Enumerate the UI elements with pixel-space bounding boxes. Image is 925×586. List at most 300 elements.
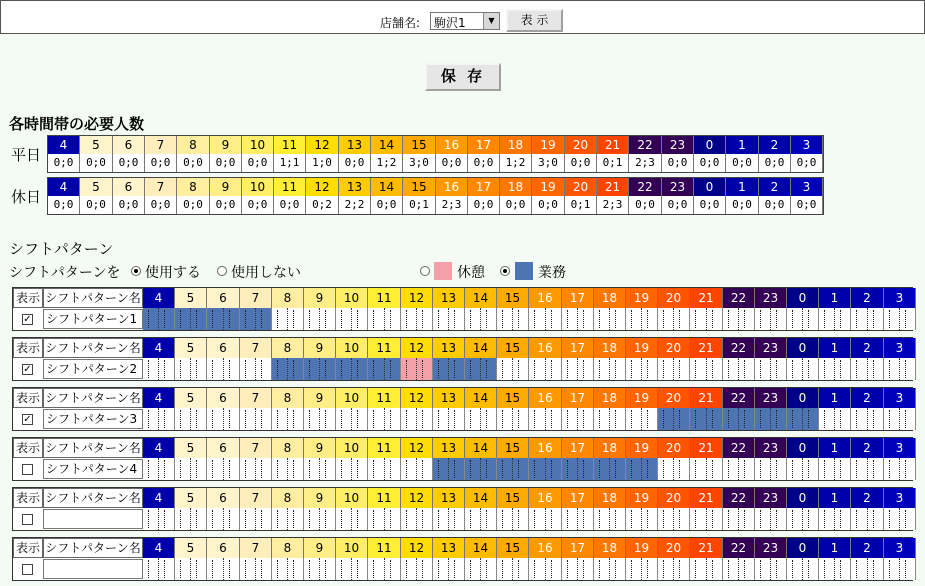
time-slot[interactable] xyxy=(449,558,465,580)
time-slot[interactable] xyxy=(481,358,497,380)
required-count-cell[interactable]: 0;0 xyxy=(629,196,662,214)
show-checkbox[interactable] xyxy=(22,564,33,575)
time-slot[interactable] xyxy=(191,458,207,480)
time-slot[interactable] xyxy=(723,308,739,330)
time-slot[interactable] xyxy=(513,408,529,430)
time-slot[interactable] xyxy=(143,508,159,530)
required-count-cell[interactable]: 0;0 xyxy=(274,196,306,214)
time-slot[interactable] xyxy=(562,358,578,380)
required-count-cell[interactable]: 0;0 xyxy=(48,196,80,214)
show-checkbox[interactable] xyxy=(22,514,33,525)
time-slot[interactable] xyxy=(658,458,674,480)
time-slot[interactable] xyxy=(868,408,884,430)
time-slot[interactable] xyxy=(385,408,401,430)
time-slot[interactable] xyxy=(449,508,465,530)
time-slot[interactable] xyxy=(594,458,610,480)
required-count-cell[interactable]: 0;0 xyxy=(371,196,403,214)
time-slot[interactable] xyxy=(159,358,175,380)
time-slot[interactable] xyxy=(739,508,755,530)
time-slot[interactable] xyxy=(787,358,803,380)
time-slot[interactable] xyxy=(787,308,803,330)
time-slot[interactable] xyxy=(851,558,868,580)
time-slot[interactable] xyxy=(562,508,578,530)
time-slot[interactable] xyxy=(578,358,594,380)
time-slot[interactable] xyxy=(143,408,159,430)
time-slot[interactable] xyxy=(835,308,851,330)
time-slot[interactable] xyxy=(497,508,513,530)
required-count-cell[interactable]: 3;0 xyxy=(403,154,436,172)
time-slot[interactable] xyxy=(851,308,868,330)
required-count-cell[interactable]: 2;3 xyxy=(597,196,629,214)
time-slot[interactable] xyxy=(433,358,449,380)
required-count-cell[interactable]: 0;0 xyxy=(177,154,210,172)
time-slot[interactable] xyxy=(707,458,723,480)
required-count-cell[interactable]: 0;0 xyxy=(662,154,694,172)
time-slot[interactable] xyxy=(610,558,626,580)
time-slot[interactable] xyxy=(304,558,320,580)
required-count-cell[interactable]: 0;2 xyxy=(306,196,339,214)
required-count-cell[interactable]: 1;0 xyxy=(306,154,339,172)
time-slot[interactable] xyxy=(707,358,723,380)
required-count-cell[interactable]: 0;0 xyxy=(694,154,726,172)
time-slot[interactable] xyxy=(159,458,175,480)
time-slot[interactable] xyxy=(417,308,433,330)
time-slot[interactable] xyxy=(497,408,513,430)
time-slot[interactable] xyxy=(819,508,835,530)
time-slot[interactable] xyxy=(401,508,417,530)
time-slot[interactable] xyxy=(175,458,191,480)
time-slot[interactable] xyxy=(240,558,256,580)
time-slot[interactable] xyxy=(674,358,690,380)
required-count-cell[interactable]: 0;1 xyxy=(565,196,597,214)
time-slot[interactable] xyxy=(417,508,433,530)
time-slot[interactable] xyxy=(433,508,449,530)
time-slot[interactable] xyxy=(465,358,481,380)
time-slot[interactable] xyxy=(401,558,417,580)
time-slot[interactable] xyxy=(288,508,304,530)
time-slot[interactable] xyxy=(417,458,433,480)
time-slot[interactable] xyxy=(320,358,336,380)
time-slot[interactable] xyxy=(256,508,272,530)
time-slot[interactable] xyxy=(368,358,385,380)
time-slot[interactable] xyxy=(610,358,626,380)
time-slot[interactable] xyxy=(868,358,884,380)
time-slot[interactable] xyxy=(529,508,546,530)
time-slot[interactable] xyxy=(336,458,352,480)
time-slot[interactable] xyxy=(191,408,207,430)
required-count-cell[interactable]: 0;0 xyxy=(210,196,242,214)
time-slot[interactable] xyxy=(352,358,368,380)
break-mode-radio[interactable] xyxy=(420,266,430,276)
time-slot[interactable] xyxy=(626,358,642,380)
time-slot[interactable] xyxy=(835,458,851,480)
time-slot[interactable] xyxy=(207,408,224,430)
time-slot[interactable] xyxy=(175,408,191,430)
time-slot[interactable] xyxy=(723,508,739,530)
required-count-cell[interactable]: 0;0 xyxy=(468,154,500,172)
time-slot[interactable] xyxy=(352,558,368,580)
time-slot[interactable] xyxy=(465,508,481,530)
time-slot[interactable] xyxy=(368,508,385,530)
time-slot[interactable] xyxy=(320,408,336,430)
time-slot[interactable] xyxy=(465,308,481,330)
time-slot[interactable] xyxy=(481,558,497,580)
time-slot[interactable] xyxy=(594,408,610,430)
time-slot[interactable] xyxy=(417,408,433,430)
time-slot[interactable] xyxy=(578,558,594,580)
time-slot[interactable] xyxy=(304,508,320,530)
time-slot[interactable] xyxy=(723,358,739,380)
time-slot[interactable] xyxy=(884,408,900,430)
time-slot[interactable] xyxy=(642,458,658,480)
required-count-cell[interactable]: 0;0 xyxy=(80,196,113,214)
time-slot[interactable] xyxy=(803,458,819,480)
time-slot[interactable] xyxy=(368,558,385,580)
required-count-cell[interactable]: 2;3 xyxy=(629,154,662,172)
time-slot[interactable] xyxy=(143,308,159,330)
time-slot[interactable] xyxy=(723,458,739,480)
time-slot[interactable] xyxy=(674,558,690,580)
required-count-cell[interactable]: 1;1 xyxy=(274,154,306,172)
time-slot[interactable] xyxy=(497,558,513,580)
time-slot[interactable] xyxy=(787,458,803,480)
required-count-cell[interactable]: 0;0 xyxy=(436,154,468,172)
time-slot[interactable] xyxy=(207,458,224,480)
show-checkbox[interactable]: ✓ xyxy=(23,414,32,425)
required-count-cell[interactable]: 0;0 xyxy=(113,154,145,172)
time-slot[interactable] xyxy=(401,408,417,430)
time-slot[interactable] xyxy=(224,308,240,330)
time-slot[interactable] xyxy=(207,308,224,330)
time-slot[interactable] xyxy=(175,308,191,330)
time-slot[interactable] xyxy=(658,408,674,430)
time-slot[interactable] xyxy=(256,308,272,330)
time-slot[interactable] xyxy=(884,558,900,580)
time-slot[interactable] xyxy=(401,358,417,380)
time-slot[interactable] xyxy=(626,558,642,580)
time-slot[interactable] xyxy=(546,508,562,530)
time-slot[interactable] xyxy=(288,358,304,380)
time-slot[interactable] xyxy=(642,508,658,530)
time-slot[interactable] xyxy=(497,308,513,330)
time-slot[interactable] xyxy=(304,308,320,330)
time-slot[interactable] xyxy=(755,408,771,430)
time-slot[interactable] xyxy=(642,408,658,430)
time-slot[interactable] xyxy=(787,558,803,580)
time-slot[interactable] xyxy=(240,458,256,480)
time-slot[interactable] xyxy=(562,308,578,330)
required-count-cell[interactable]: 0;0 xyxy=(791,196,823,214)
time-slot[interactable] xyxy=(320,508,336,530)
time-slot[interactable] xyxy=(207,508,224,530)
time-slot[interactable] xyxy=(529,358,546,380)
time-slot[interactable] xyxy=(755,558,771,580)
required-count-cell[interactable]: 0;0 xyxy=(242,196,274,214)
time-slot[interactable] xyxy=(191,308,207,330)
time-slot[interactable] xyxy=(787,508,803,530)
time-slot[interactable] xyxy=(288,458,304,480)
time-slot[interactable] xyxy=(868,308,884,330)
time-slot[interactable] xyxy=(739,558,755,580)
time-slot[interactable] xyxy=(819,308,835,330)
time-slot[interactable] xyxy=(529,408,546,430)
time-slot[interactable] xyxy=(175,508,191,530)
time-slot[interactable] xyxy=(884,308,900,330)
time-slot[interactable] xyxy=(336,308,352,330)
time-slot[interactable] xyxy=(658,308,674,330)
time-slot[interactable] xyxy=(658,558,674,580)
required-count-cell[interactable]: 0;0 xyxy=(113,196,145,214)
time-slot[interactable] xyxy=(739,458,755,480)
required-count-cell[interactable]: 0;0 xyxy=(759,196,791,214)
time-slot[interactable] xyxy=(336,358,352,380)
time-slot[interactable] xyxy=(835,408,851,430)
time-slot[interactable] xyxy=(546,308,562,330)
time-slot[interactable] xyxy=(562,408,578,430)
time-slot[interactable] xyxy=(191,358,207,380)
time-slot[interactable] xyxy=(868,458,884,480)
time-slot[interactable] xyxy=(240,358,256,380)
required-count-cell[interactable]: 0;0 xyxy=(468,196,500,214)
time-slot[interactable] xyxy=(159,558,175,580)
time-slot[interactable] xyxy=(304,358,320,380)
time-slot[interactable] xyxy=(674,308,690,330)
pattern-name-input[interactable] xyxy=(43,509,143,529)
time-slot[interactable] xyxy=(352,458,368,480)
time-slot[interactable] xyxy=(755,308,771,330)
pattern-name-input[interactable]: シフトパターン3 xyxy=(43,409,143,429)
required-count-cell[interactable]: 0;0 xyxy=(662,196,694,214)
time-slot[interactable] xyxy=(401,458,417,480)
time-slot[interactable] xyxy=(143,558,159,580)
time-slot[interactable] xyxy=(513,458,529,480)
time-slot[interactable] xyxy=(433,558,449,580)
time-slot[interactable] xyxy=(739,408,755,430)
time-slot[interactable] xyxy=(562,458,578,480)
required-count-cell[interactable]: 1;2 xyxy=(371,154,403,172)
save-button[interactable]: 保 存 xyxy=(425,63,501,91)
required-count-cell[interactable]: 0;0 xyxy=(791,154,823,172)
time-slot[interactable] xyxy=(771,508,787,530)
time-slot[interactable] xyxy=(465,408,481,430)
time-slot[interactable] xyxy=(690,558,707,580)
show-checkbox[interactable]: ✓ xyxy=(23,364,32,375)
time-slot[interactable] xyxy=(385,308,401,330)
time-slot[interactable] xyxy=(868,508,884,530)
time-slot[interactable] xyxy=(819,458,835,480)
time-slot[interactable] xyxy=(175,558,191,580)
time-slot[interactable] xyxy=(175,358,191,380)
time-slot[interactable] xyxy=(224,458,240,480)
required-count-cell[interactable]: 2;3 xyxy=(436,196,468,214)
time-slot[interactable] xyxy=(674,458,690,480)
time-slot[interactable] xyxy=(900,308,916,330)
time-slot[interactable] xyxy=(497,358,513,380)
time-slot[interactable] xyxy=(546,408,562,430)
time-slot[interactable] xyxy=(594,508,610,530)
time-slot[interactable] xyxy=(385,358,401,380)
time-slot[interactable] xyxy=(851,358,868,380)
time-slot[interactable] xyxy=(159,308,175,330)
time-slot[interactable] xyxy=(433,408,449,430)
time-slot[interactable] xyxy=(707,408,723,430)
time-slot[interactable] xyxy=(385,508,401,530)
time-slot[interactable] xyxy=(272,408,288,430)
time-slot[interactable] xyxy=(143,358,159,380)
time-slot[interactable] xyxy=(546,358,562,380)
time-slot[interactable] xyxy=(352,508,368,530)
time-slot[interactable] xyxy=(449,458,465,480)
time-slot[interactable] xyxy=(449,358,465,380)
time-slot[interactable] xyxy=(755,358,771,380)
time-slot[interactable] xyxy=(320,558,336,580)
time-slot[interactable] xyxy=(159,408,175,430)
time-slot[interactable] xyxy=(642,358,658,380)
time-slot[interactable] xyxy=(610,308,626,330)
time-slot[interactable] xyxy=(819,408,835,430)
time-slot[interactable] xyxy=(658,358,674,380)
time-slot[interactable] xyxy=(481,408,497,430)
show-checkbox[interactable]: ✓ xyxy=(23,314,32,325)
time-slot[interactable] xyxy=(546,458,562,480)
required-count-cell[interactable]: 0;0 xyxy=(726,154,759,172)
time-slot[interactable] xyxy=(207,358,224,380)
time-slot[interactable] xyxy=(224,358,240,380)
time-slot[interactable] xyxy=(481,508,497,530)
time-slot[interactable] xyxy=(224,408,240,430)
time-slot[interactable] xyxy=(819,358,835,380)
time-slot[interactable] xyxy=(272,558,288,580)
time-slot[interactable] xyxy=(529,558,546,580)
time-slot[interactable] xyxy=(578,508,594,530)
time-slot[interactable] xyxy=(256,408,272,430)
time-slot[interactable] xyxy=(884,358,900,380)
required-count-cell[interactable]: 0;0 xyxy=(565,154,597,172)
time-slot[interactable] xyxy=(256,458,272,480)
time-slot[interactable] xyxy=(304,458,320,480)
time-slot[interactable] xyxy=(690,458,707,480)
time-slot[interactable] xyxy=(465,458,481,480)
time-slot[interactable] xyxy=(723,408,739,430)
time-slot[interactable] xyxy=(851,508,868,530)
time-slot[interactable] xyxy=(449,408,465,430)
time-slot[interactable] xyxy=(594,358,610,380)
time-slot[interactable] xyxy=(465,558,481,580)
required-count-cell[interactable]: 0;0 xyxy=(145,154,177,172)
required-count-cell[interactable]: 0;0 xyxy=(210,154,242,172)
time-slot[interactable] xyxy=(900,508,916,530)
time-slot[interactable] xyxy=(546,558,562,580)
required-count-cell[interactable]: 1;2 xyxy=(500,154,532,172)
time-slot[interactable] xyxy=(771,458,787,480)
pattern-name-input[interactable] xyxy=(43,559,143,579)
time-slot[interactable] xyxy=(835,358,851,380)
time-slot[interactable] xyxy=(803,558,819,580)
time-slot[interactable] xyxy=(224,558,240,580)
time-slot[interactable] xyxy=(900,358,916,380)
time-slot[interactable] xyxy=(771,308,787,330)
display-button[interactable]: 表 示 xyxy=(506,9,563,32)
time-slot[interactable] xyxy=(320,458,336,480)
required-count-cell[interactable]: 0;0 xyxy=(759,154,791,172)
work-mode-radio[interactable] xyxy=(500,266,510,276)
pattern-name-input[interactable]: シフトパターン2 xyxy=(43,359,143,379)
time-slot[interactable] xyxy=(674,408,690,430)
time-slot[interactable] xyxy=(449,308,465,330)
time-slot[interactable] xyxy=(481,458,497,480)
time-slot[interactable] xyxy=(240,408,256,430)
time-slot[interactable] xyxy=(835,558,851,580)
time-slot[interactable] xyxy=(803,358,819,380)
time-slot[interactable] xyxy=(884,508,900,530)
time-slot[interactable] xyxy=(642,308,658,330)
time-slot[interactable] xyxy=(529,308,546,330)
time-slot[interactable] xyxy=(578,408,594,430)
required-count-cell[interactable]: 0;0 xyxy=(48,154,80,172)
required-count-cell[interactable]: 0;0 xyxy=(500,196,532,214)
time-slot[interactable] xyxy=(513,308,529,330)
time-slot[interactable] xyxy=(368,408,385,430)
required-count-cell[interactable]: 0;0 xyxy=(339,154,371,172)
time-slot[interactable] xyxy=(674,508,690,530)
time-slot[interactable] xyxy=(739,358,755,380)
required-count-cell[interactable]: 3;0 xyxy=(532,154,565,172)
time-slot[interactable] xyxy=(610,408,626,430)
time-slot[interactable] xyxy=(900,558,916,580)
required-count-cell[interactable]: 2;2 xyxy=(339,196,371,214)
time-slot[interactable] xyxy=(755,458,771,480)
required-count-cell[interactable]: 0;0 xyxy=(694,196,726,214)
show-checkbox[interactable] xyxy=(22,464,33,475)
time-slot[interactable] xyxy=(707,558,723,580)
time-slot[interactable] xyxy=(513,508,529,530)
time-slot[interactable] xyxy=(159,508,175,530)
required-count-cell[interactable]: 0;0 xyxy=(242,154,274,172)
store-select[interactable] xyxy=(430,12,500,30)
time-slot[interactable] xyxy=(191,508,207,530)
time-slot[interactable] xyxy=(385,558,401,580)
time-slot[interactable] xyxy=(626,408,642,430)
required-count-cell[interactable]: 0;1 xyxy=(403,196,436,214)
required-count-cell[interactable]: 0;0 xyxy=(726,196,759,214)
time-slot[interactable] xyxy=(578,308,594,330)
time-slot[interactable] xyxy=(819,558,835,580)
time-slot[interactable] xyxy=(771,408,787,430)
time-slot[interactable] xyxy=(336,558,352,580)
time-slot[interactable] xyxy=(320,308,336,330)
time-slot[interactable] xyxy=(658,508,674,530)
time-slot[interactable] xyxy=(771,358,787,380)
required-count-cell[interactable]: 0;0 xyxy=(177,196,210,214)
time-slot[interactable] xyxy=(529,458,546,480)
time-slot[interactable] xyxy=(787,408,803,430)
time-slot[interactable] xyxy=(755,508,771,530)
time-slot[interactable] xyxy=(900,458,916,480)
time-slot[interactable] xyxy=(610,458,626,480)
time-slot[interactable] xyxy=(207,558,224,580)
time-slot[interactable] xyxy=(272,508,288,530)
time-slot[interactable] xyxy=(224,508,240,530)
time-slot[interactable] xyxy=(723,558,739,580)
required-count-cell[interactable]: 0;0 xyxy=(532,196,565,214)
time-slot[interactable] xyxy=(835,508,851,530)
time-slot[interactable] xyxy=(594,558,610,580)
time-slot[interactable] xyxy=(368,458,385,480)
time-slot[interactable] xyxy=(191,558,207,580)
time-slot[interactable] xyxy=(803,308,819,330)
required-count-cell[interactable]: 0;0 xyxy=(145,196,177,214)
time-slot[interactable] xyxy=(143,458,159,480)
